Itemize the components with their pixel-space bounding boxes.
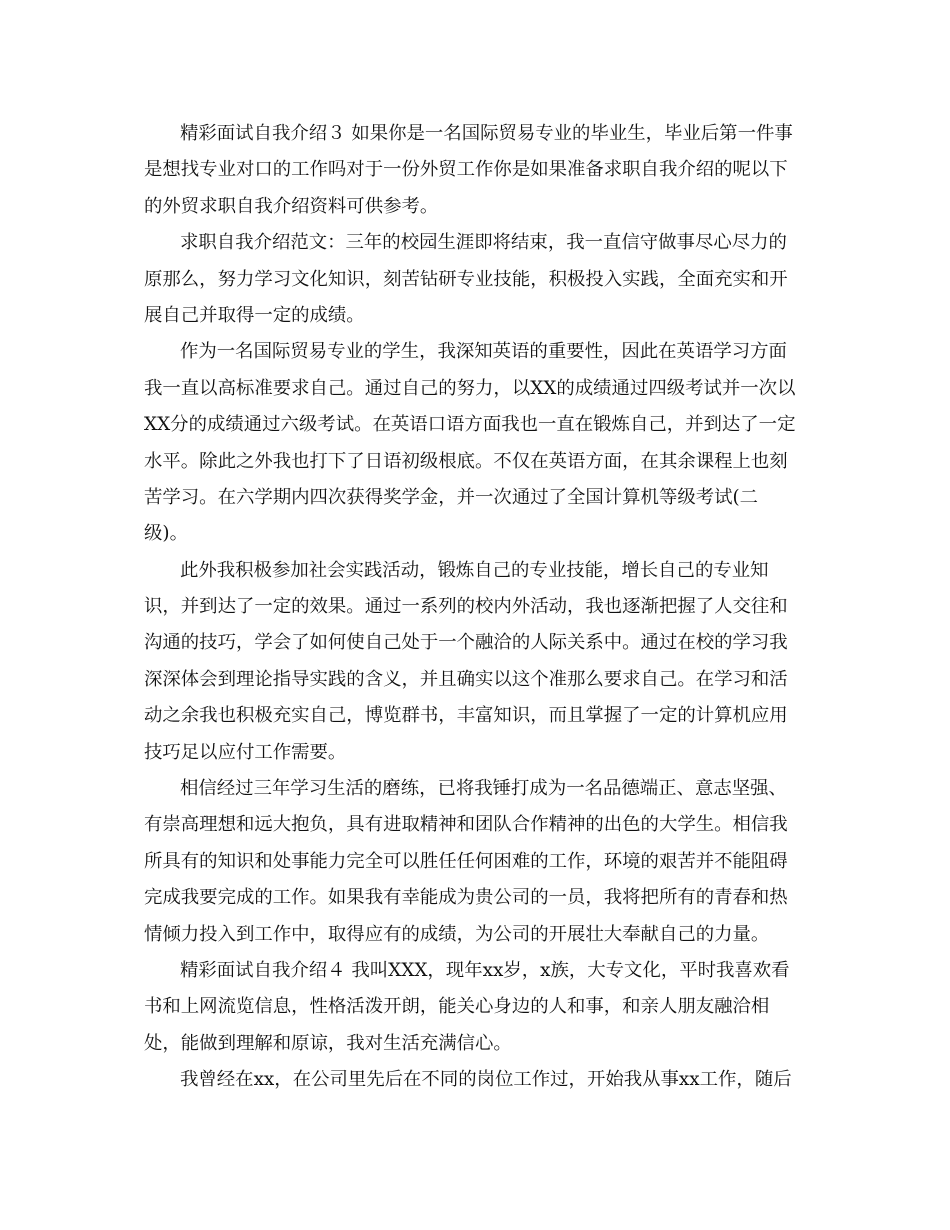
- text-line: 我曾经在xx，在公司里先后在不同的岗位工作过，开始我从事xx工作，随后: [180, 1069, 792, 1091]
- text-line: 完成我要完成的工作。如果我有幸能成为贵公司的一员，我将把所有的青春和热: [144, 887, 788, 909]
- document-body: [144, 116, 814, 1099]
- paragraph-5: [144, 771, 814, 953]
- paragraph-2: [144, 225, 814, 334]
- text-line: 情倾力投入到工作中，取得应有的成绩，为公司的开展壮大奉献自己的力量。: [144, 923, 770, 945]
- text-line: 展自己并取得一定的成绩。: [144, 304, 365, 326]
- text-line: 水平。除此之外我也打下了日语初级根底。不仅在英语方面，在其余课程上也刻: [144, 450, 788, 472]
- text-line: 书和上网流览信息，性格活泼开朗，能关心身边的人和事，和亲人朋友融洽相: [144, 996, 770, 1018]
- text-line: 的外贸求职自我介绍资料可供参考。: [144, 195, 439, 217]
- paragraph-7: [144, 1062, 814, 1098]
- text-line: 动之余我也积极充实自己，博览群书，丰富知识，而且掌握了一定的计算机应用: [144, 705, 788, 727]
- text-line: 深深体会到理论指导实践的含义，并且确实以这个准那么要求自己。在学习和活: [144, 668, 788, 690]
- text-line: 相信经过三年学习生活的磨练，已将我锤打成为一名品德端正、意志坚强、: [180, 778, 787, 800]
- paragraph-6: [144, 953, 814, 1062]
- text-line: 作为一名国际贸易专业的学生，我深知英语的重要性，因此在英语学习方面: [180, 341, 787, 363]
- text-line: 原那么，努力学习文化知识，刻苦钻研专业技能，积极投入实践，全面充实和开: [144, 268, 788, 290]
- text-line: 此外我积极参加社会实践活动，锻炼自己的专业技能，增长自己的专业知: [180, 559, 769, 581]
- text-line: 识，并到达了一定的效果。通过一系列的校内外活动，我也逐渐把握了人交往和: [144, 596, 788, 618]
- paragraph-1: [144, 116, 814, 225]
- paragraph-3: [144, 334, 814, 552]
- text-line: 精彩面试自我介绍４ 我叫XXX，现年xx岁，x族，大专文化，平时我喜欢看: [180, 959, 790, 981]
- text-line: 精彩面试自我介绍３ 如果你是一名国际贸易专业的毕业生，毕业后第一件事: [180, 123, 793, 144]
- text-line: 所具有的知识和处事能力完全可以胜任任何困难的工作，环境的艰苦并不能阻碍: [144, 850, 788, 872]
- text-line: 有崇高理想和远大抱负，具有进取精神和团队合作精神的出色的大学生。相信我: [144, 814, 788, 836]
- text-line: XX分的成绩通过六级考试。在英语口语方面我也一直在锻炼自己，并到达了一定: [144, 414, 796, 436]
- paragraph-4: [144, 553, 814, 771]
- text-line: 处，能做到理解和原谅，我对生活充满信心。: [144, 1032, 512, 1054]
- text-line: 沟通的技巧，学会了如何使自己处于一个融洽的人际关系中。通过在校的学习我: [144, 632, 788, 654]
- text-line: 是想找专业对口的工作吗对于一份外贸工作你是如果准备求职自我介绍的呢以下: [144, 159, 788, 181]
- text-line: 级)。: [144, 523, 188, 545]
- text-line: 求职自我介绍范文：三年的校园生涯即将结束，我一直信守做事尽心尽力的: [180, 232, 787, 254]
- text-line: 技巧足以应付工作需要。: [144, 741, 347, 763]
- text-line: 我一直以高标准要求自己。通过自己的努力，以XX的成绩通过四级考试并一次以: [144, 377, 796, 399]
- text-line: 苦学习。在六学期内四次获得奖学金，并一次通过了全国计算机等级考试(二: [144, 486, 759, 508]
